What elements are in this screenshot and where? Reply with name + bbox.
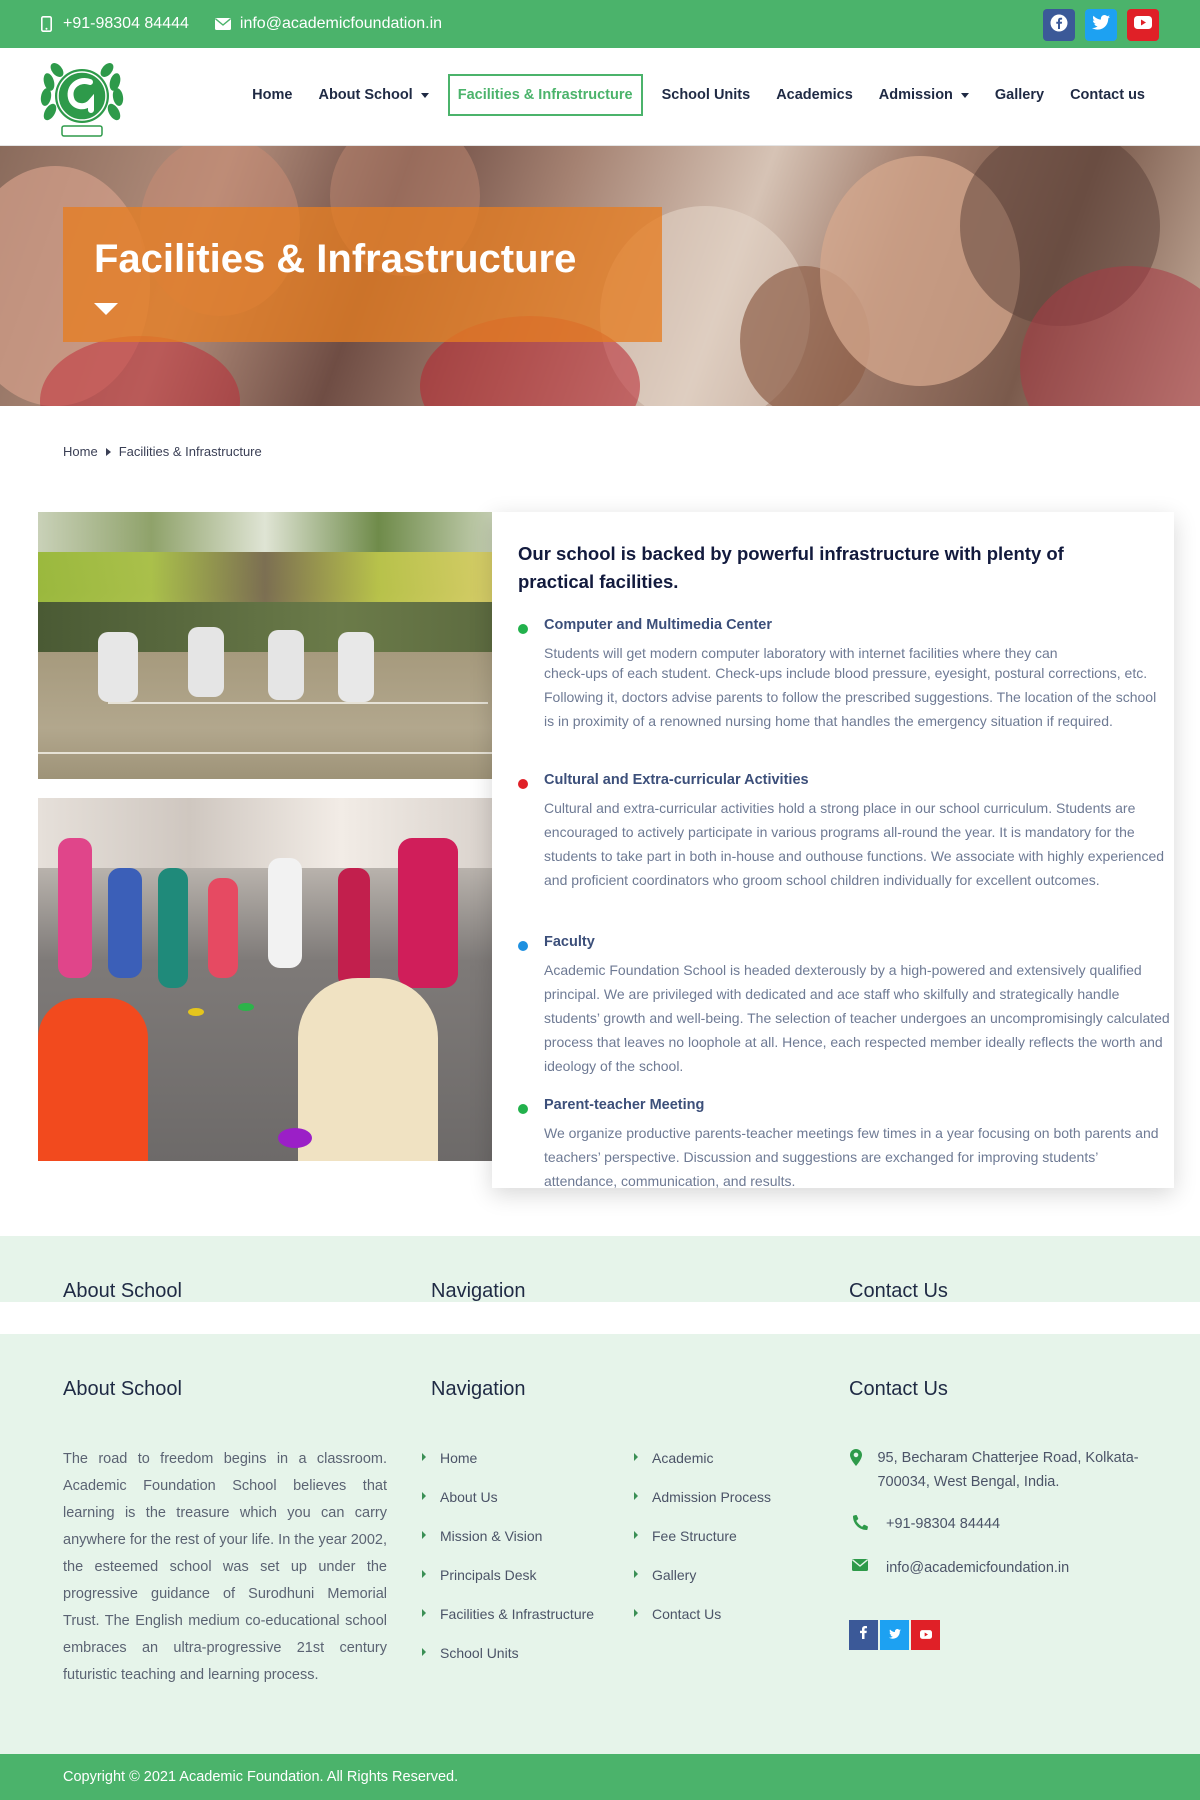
footer-ghost-nav-heading: Navigation <box>431 1280 526 1302</box>
facilities-card <box>492 512 1174 1188</box>
facilities-heading: Our school is backed by powerful infrastructure with plenty of practical facilities. <box>518 543 1064 592</box>
footer-link-label: Principals Desk <box>440 1566 537 1583</box>
hero-title-box <box>63 207 662 342</box>
nav-item-admission[interactable] <box>866 74 982 116</box>
youtube-button[interactable] <box>1127 9 1159 41</box>
top-contact <box>38 15 468 33</box>
nav-item-about-school[interactable] <box>305 74 441 116</box>
mobile-phone-icon <box>38 16 54 32</box>
footer-youtube-button[interactable] <box>911 1620 940 1650</box>
footer-ghost-strip <box>0 1236 1200 1302</box>
top-email-text: info@academicfoundation.in <box>239 15 443 32</box>
twitter-icon <box>1092 15 1110 35</box>
footer-nav-col-1 <box>422 1438 594 1672</box>
twitter-icon <box>889 1626 901 1644</box>
footer-link-label: Facilities & Infrastructure <box>440 1605 595 1622</box>
footer-link-label: Home <box>440 1449 478 1466</box>
footer-link-label: About Us <box>440 1488 498 1505</box>
caret-right-icon <box>634 1531 638 1539</box>
chevron-right-icon <box>106 448 111 456</box>
youtube-icon <box>920 1626 932 1644</box>
footer-phone-text: +91-98304 84444 <box>886 1516 1001 1532</box>
caret-right-icon <box>422 1453 426 1461</box>
envelope-icon <box>215 16 231 32</box>
breadcrumb-home[interactable]: Home <box>63 444 98 459</box>
page-title: Facilities & Infrastructure <box>94 237 577 281</box>
footer-link-label: Mission & Vision <box>440 1527 543 1544</box>
footer-link-fee-structure[interactable] <box>634 1516 771 1555</box>
caret-down-icon <box>961 93 969 98</box>
feature-parent-teacher-meeting <box>518 1097 1170 1187</box>
footer-link-about-us[interactable] <box>422 1477 594 1516</box>
footer-link-mission-vision[interactable] <box>422 1516 594 1555</box>
site-footer <box>0 1334 1200 1754</box>
footer-twitter-button[interactable] <box>880 1620 909 1650</box>
caret-right-icon <box>634 1609 638 1617</box>
facebook-icon <box>1050 14 1068 37</box>
feature-title: Parent-teacher Meeting <box>544 1097 705 1113</box>
footer-about-heading: About School <box>63 1378 182 1400</box>
caret-right-icon <box>422 1531 426 1539</box>
feature-title: Computer and Multimedia Center <box>544 617 772 633</box>
footer-email-text: info@academicfoundation.in <box>886 1560 1070 1576</box>
footer-link-label: School Units <box>440 1644 519 1661</box>
nav-item-contact-us[interactable] <box>1057 74 1158 116</box>
feature-body: Students will get modern computer laboratory with internet facilities where they can <box>544 645 1058 661</box>
footer-link-contact-us[interactable] <box>634 1594 771 1633</box>
footer-link-label: Admission Process <box>652 1488 772 1505</box>
caret-right-icon <box>422 1492 426 1500</box>
caret-right-icon <box>422 1570 426 1578</box>
sports-day-photo <box>38 512 492 779</box>
top-phone-text: +91-98304 84444 <box>63 15 189 32</box>
footer-nav-col-2 <box>634 1438 771 1633</box>
nav-item-label: Contact us <box>1070 87 1145 103</box>
feature-body: We organize productive parents-teacher meetings few times in a year focusing on both parents and teachers’ perspective. Discussion and suggestions are exchanged for improving students’ attendance, communication, and results. <box>544 1125 1159 1189</box>
copyright-bar <box>0 1754 1200 1800</box>
feature-cultural-activities <box>518 772 1170 912</box>
envelope-icon <box>849 1556 871 1580</box>
facebook-icon <box>860 1626 867 1644</box>
site-header <box>0 48 1200 146</box>
footer-link-admission-process[interactable] <box>634 1477 771 1516</box>
footer-link-gallery[interactable] <box>634 1555 771 1594</box>
feature-body: Cultural and extra-curricular activities hold a strong place in our school curriculum. Students are encouraged to actively participate in various programs all-round the year. It is mandatory for the students to take part in both in-house and outhouse functions. We associate with highly experienced and proficient coordinators who groom school children individually for excellent outcomes. <box>544 800 1165 888</box>
main-nav <box>239 74 1158 116</box>
caret-right-icon <box>634 1453 638 1461</box>
caret-right-icon <box>634 1570 638 1578</box>
phone-icon <box>849 1512 871 1536</box>
nav-item-label: Academics <box>776 87 853 103</box>
top-phone[interactable] <box>38 15 189 33</box>
nav-item-gallery[interactable] <box>982 74 1057 116</box>
nav-item-label: Admission <box>878 87 953 103</box>
map-marker-icon <box>849 1446 862 1494</box>
nav-item-home[interactable] <box>239 74 305 116</box>
footer-email[interactable] <box>849 1556 1069 1580</box>
footer-ghost-contact-heading: Contact Us <box>849 1280 948 1302</box>
dance-activity-photo <box>38 798 492 1161</box>
breadcrumb <box>63 444 262 459</box>
footer-link-label: Gallery <box>652 1566 697 1583</box>
feature-body: Academic Foundation School is headed dexterously by a high-powered and extensively qualified principal. We are privileged with dedicated and ace staff who skilfully and strategically handle students’ growth and well-being. The selection of teacher undergoes an uncompromisingly calculated process that leaves no loophole at all. Hence, each respected member ideally reflects the worth and ideology of the school. <box>544 962 1170 1074</box>
bullet-dot <box>518 941 528 951</box>
breadcrumb-current: Facilities & Infrastructure <box>118 444 262 459</box>
top-email[interactable] <box>215 15 442 33</box>
feature-body-rest: check-ups of each student. Check-ups include blood pressure, eyesight, postural corrections, etc. Following it, doctors advise parents to follow the prescribed suggestions. The location of the school is in proximity of a renowned nursing home that handles the emergency situation if required. <box>544 665 1157 729</box>
feature-faculty <box>518 934 1170 1074</box>
footer-link-school-units[interactable] <box>422 1633 594 1672</box>
footer-about-text: The road to freedom begins in a classroom. Academic Foundation School believes that learning is the treasure which you can carry anywhere for the rest of your life. In the year 2002, the esteemed school was set up under the progressive guidance of Surodhuni Memorial Trust. The English medium co-educational school embraces an ultra-progressive 21st century futuristic teaching and learning process. <box>63 1451 388 1683</box>
top-bar <box>0 0 1200 48</box>
footer-link-home[interactable] <box>422 1438 594 1477</box>
copyright-text: Copyright © 2021 Academic Foundation. All Rights Reserved. <box>63 1769 459 1785</box>
footer-link-label: Fee Structure <box>652 1527 737 1544</box>
footer-link-facilities-infrastructure[interactable] <box>422 1594 594 1633</box>
twitter-button[interactable] <box>1085 9 1117 41</box>
nav-item-academics[interactable] <box>763 74 866 116</box>
caret-down-icon <box>421 93 429 98</box>
footer-address-text: 95, Becharam Chatterjee Road, Kolkata-700034, West Bengal, India. <box>877 1450 1139 1490</box>
nav-item-facilities-infrastructure[interactable] <box>448 74 643 116</box>
footer-link-principals-desk[interactable] <box>422 1555 594 1594</box>
nav-item-school-units[interactable] <box>649 74 764 116</box>
bullet-dot <box>518 624 528 634</box>
feature-title: Cultural and Extra-curricular Activities <box>544 772 809 788</box>
footer-social <box>849 1620 940 1650</box>
top-social <box>1043 9 1159 41</box>
footer-address <box>849 1446 1149 1494</box>
hero-banner <box>0 146 1200 406</box>
bullet-dot <box>518 779 528 789</box>
feature-title: Faculty <box>544 934 595 950</box>
nav-item-label: About School <box>318 87 413 103</box>
facebook-button[interactable] <box>1043 9 1075 41</box>
feature-computer-center <box>518 617 1170 747</box>
footer-link-academic[interactable] <box>634 1438 771 1477</box>
footer-ghost-about-heading: About School <box>63 1280 182 1302</box>
school-logo[interactable] <box>38 52 126 142</box>
nav-item-label: Gallery <box>994 87 1045 103</box>
footer-facebook-button[interactable] <box>849 1620 878 1650</box>
footer-contact-heading: Contact Us <box>849 1378 948 1400</box>
bullet-dot <box>518 1104 528 1114</box>
nav-item-label: School Units <box>661 87 751 103</box>
footer-link-label: Academic <box>652 1449 714 1466</box>
caret-right-icon <box>422 1609 426 1617</box>
nav-item-label: Home <box>252 87 293 103</box>
footer-nav-heading: Navigation <box>431 1378 526 1400</box>
youtube-icon <box>1134 16 1152 34</box>
footer-link-label: Contact Us <box>652 1605 722 1622</box>
footer-phone[interactable] <box>849 1512 1000 1536</box>
caret-right-icon <box>422 1648 426 1656</box>
caret-right-icon <box>634 1492 638 1500</box>
nav-item-label: Facilities & Infrastructure <box>457 87 633 103</box>
caret-down-icon <box>94 303 118 315</box>
